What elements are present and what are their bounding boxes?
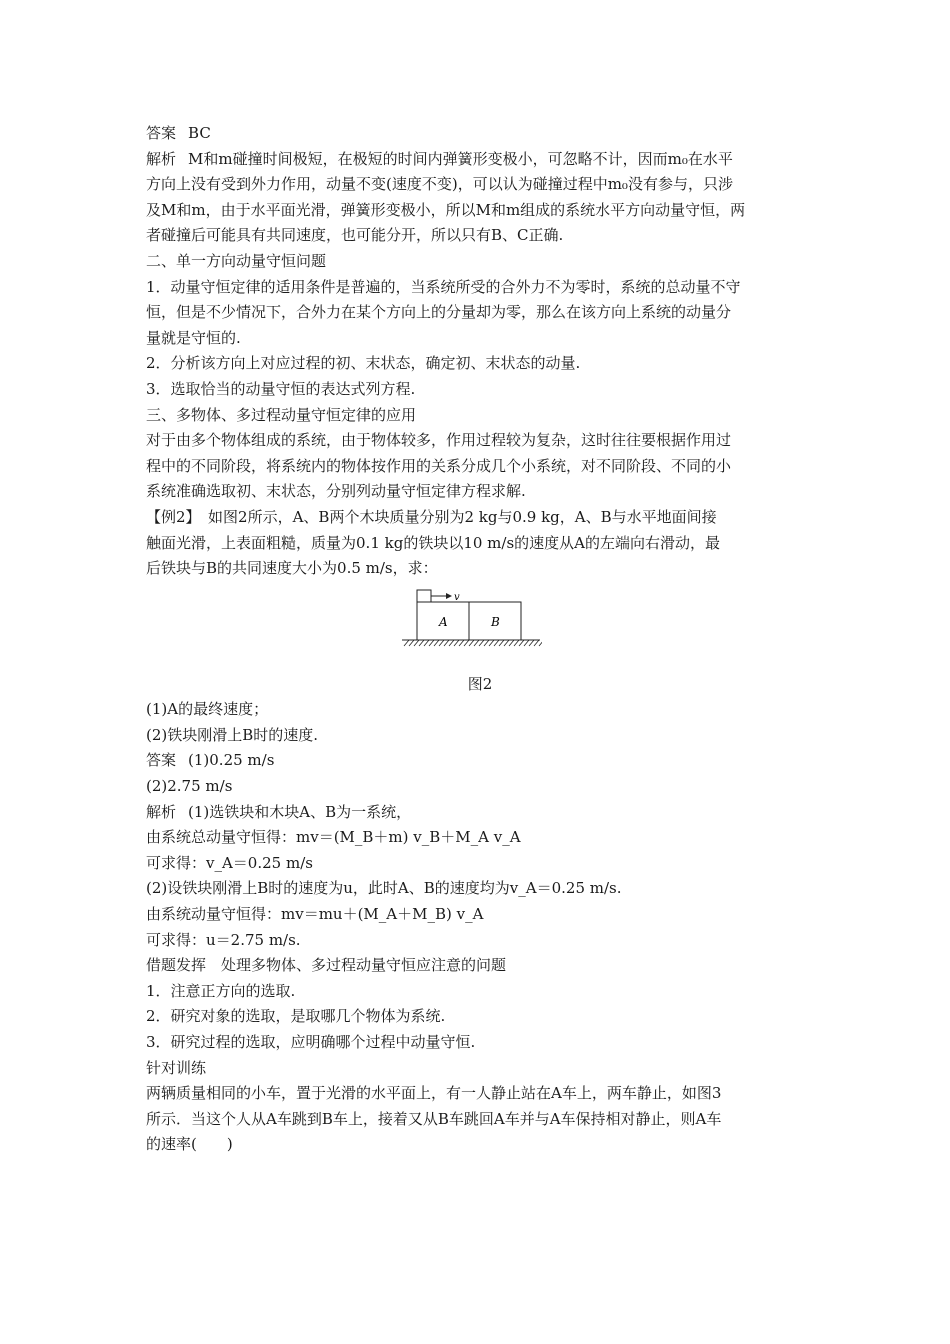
analysis-line-3: 及M和m，由于水平面光滑，弹簧形变极小，所以M和m组成的系统水平方向动量守恒，两: [146, 200, 746, 219]
tips-heading: 借题发挥 处理多物体、多过程动量守恒应注意的问题: [146, 956, 507, 975]
hatch-mark: [424, 640, 429, 646]
hatch-mark: [504, 640, 509, 646]
label-b: B: [491, 614, 500, 629]
answer-label: 答案: [146, 124, 177, 142]
hatch-mark: [404, 640, 409, 646]
paragraph-line-3: 系统准确选取初、末状态，分别列动量守恒定律方程求解.: [146, 482, 526, 501]
hatch-mark: [489, 640, 494, 646]
hatch-mark: [464, 640, 469, 646]
hatch-mark: [479, 640, 484, 646]
solution-text-1: (1)选铁块和木块A、B为一系统，: [188, 802, 412, 821]
blocks-diagram: [402, 586, 542, 656]
iron-block: [417, 590, 431, 602]
answer-line-1: [146, 121, 814, 147]
point-2: 2．分析该方向上对应过程的初、末状态，确定初、末状态的动量.: [146, 354, 581, 373]
paragraph-line-2: 程中的不同阶段，将系统内的物体按作用的关系分成几个小系统，对不同阶段、不同的小: [146, 456, 732, 475]
figure-2: [146, 586, 814, 672]
answer-value: BC: [188, 124, 211, 142]
analysis-label: 解析: [146, 149, 177, 168]
example-2-line-3: 后铁块与B的共同速度大小为0.5 m/s，求：: [146, 559, 438, 578]
hatch-mark: [449, 640, 454, 646]
answer-value-1: (1)0.25 m/s: [188, 751, 275, 770]
hatch-mark: [444, 640, 449, 646]
question-2: (2)铁块刚滑上B时的速度.: [146, 725, 319, 744]
label-v: v: [454, 591, 460, 603]
hatch-mark: [514, 640, 519, 646]
solution-line-3: 可求得：v_A＝0.25 m/s: [146, 853, 313, 872]
question-1: (1)A的最终速度；: [146, 700, 269, 719]
analysis-text-1: M和m碰撞时间极短，在极短的时间内弹簧形变极小，可忽略不计，因而m₀在水平: [188, 149, 733, 168]
hatch-mark: [409, 640, 414, 646]
solution-line-6: 可求得：u＝2.75 m/s.: [146, 930, 301, 949]
hatch-mark: [499, 640, 504, 646]
point-1-line-3: 量就是守恒的.: [146, 328, 241, 347]
point-1-line-2: 恒，但是不少情况下，合外力在某个方向上的分量却为零，那么在该方向上系统的动量分: [146, 303, 732, 322]
hatch-mark: [529, 640, 534, 646]
solution-line-2: 由系统总动量守恒得：mv＝(M_B＋m) v_B＋M_A v_A: [146, 828, 521, 847]
hatch-mark: [539, 640, 542, 646]
hatch-mark: [434, 640, 439, 646]
hatch-mark: [519, 640, 524, 646]
hatch-mark: [524, 640, 529, 646]
example-2-line-1: 【例2】 如图2所示，A、B两个木块质量分别为2 kg与0.9 kg，A、B与水平地面间接: [146, 507, 717, 526]
hatch-mark: [474, 640, 479, 646]
tip-3: 3．研究过程的选取，应明确哪个过程中动量守恒.: [146, 1033, 476, 1051]
hatch-mark: [494, 640, 499, 646]
hatch-mark: [454, 640, 459, 646]
exercise-line-3: 的速率( ): [146, 1135, 233, 1154]
hatch-mark: [439, 640, 444, 646]
answer-value-2: (2)2.75 m/s: [146, 777, 233, 796]
solution-line-5: 由系统动量守恒得：mv＝mu＋(M_A＋M_B) v_A: [146, 905, 484, 924]
analysis-line-4: 者碰撞后可能具有共同速度，也可能分开，所以只有B、C正确.: [146, 226, 564, 245]
analysis-line-2: 方向上没有受到外力作用，动量不变(速度不变)，可以认为碰撞过程中m₀没有参与，只涉: [146, 175, 733, 194]
training-heading: 针对训练: [146, 1058, 207, 1077]
label-a: A: [439, 614, 448, 629]
hatch-mark: [534, 640, 539, 646]
example-2-line-2: 触面光滑，上表面粗糙，质量为0.1 kg的铁块以10 m/s的速度从A的左端向右滑动，最: [146, 533, 720, 552]
analysis-label-2: 解析: [146, 802, 177, 821]
answer-label-2: 答案: [146, 751, 177, 770]
solution-line-1: [146, 800, 814, 826]
section-heading-2: 二、单一方向动量守恒问题: [146, 251, 327, 270]
paragraph-line-1: 对于由多个物体组成的系统，由于物体较多，作用过程较为复杂，这时往往要根据作用过: [146, 431, 732, 450]
exercise-line-2: 所示．当这个人从A车跳到B车上，接着又从B车跳回A车并与A车保持相对静止，则A车: [146, 1109, 722, 1128]
hatch-mark: [509, 640, 514, 646]
hatch-mark: [459, 640, 464, 646]
hatch-mark: [484, 640, 489, 646]
analysis-line-1: [146, 147, 814, 173]
arrow-head-icon: [446, 593, 452, 599]
exercise-line-1: 两辆质量相同的小车，置于光滑的水平面上，有一人静止站在A车上，两车静止，如图3: [146, 1084, 722, 1103]
point-3: 3．选取恰当的动量守恒的表达式列方程.: [146, 379, 416, 398]
figure-caption: 图2: [467, 674, 493, 693]
answer-line-2: [146, 748, 814, 774]
ground-hatching: [404, 640, 542, 646]
document-page: [146, 121, 814, 1158]
hatch-mark: [419, 640, 424, 646]
hatch-mark: [414, 640, 419, 646]
tip-2: 2．研究对象的选取，是取哪几个物体为系统.: [146, 1007, 446, 1026]
hatch-mark: [429, 640, 434, 646]
solution-line-4: (2)设铁块刚滑上B时的速度为u，此时A、B的速度均为v_A＝0.25 m/s.: [146, 879, 622, 898]
hatch-mark: [469, 640, 474, 646]
tip-1: 1．注意正方向的选取.: [146, 981, 296, 1000]
section-heading-3: 三、多物体、多过程动量守恒定律的应用: [146, 405, 417, 424]
point-1-line-1: 1．动量守恒定律的适用条件是普遍的，当系统所受的合外力不为零时，系统的总动量不守: [146, 277, 741, 296]
